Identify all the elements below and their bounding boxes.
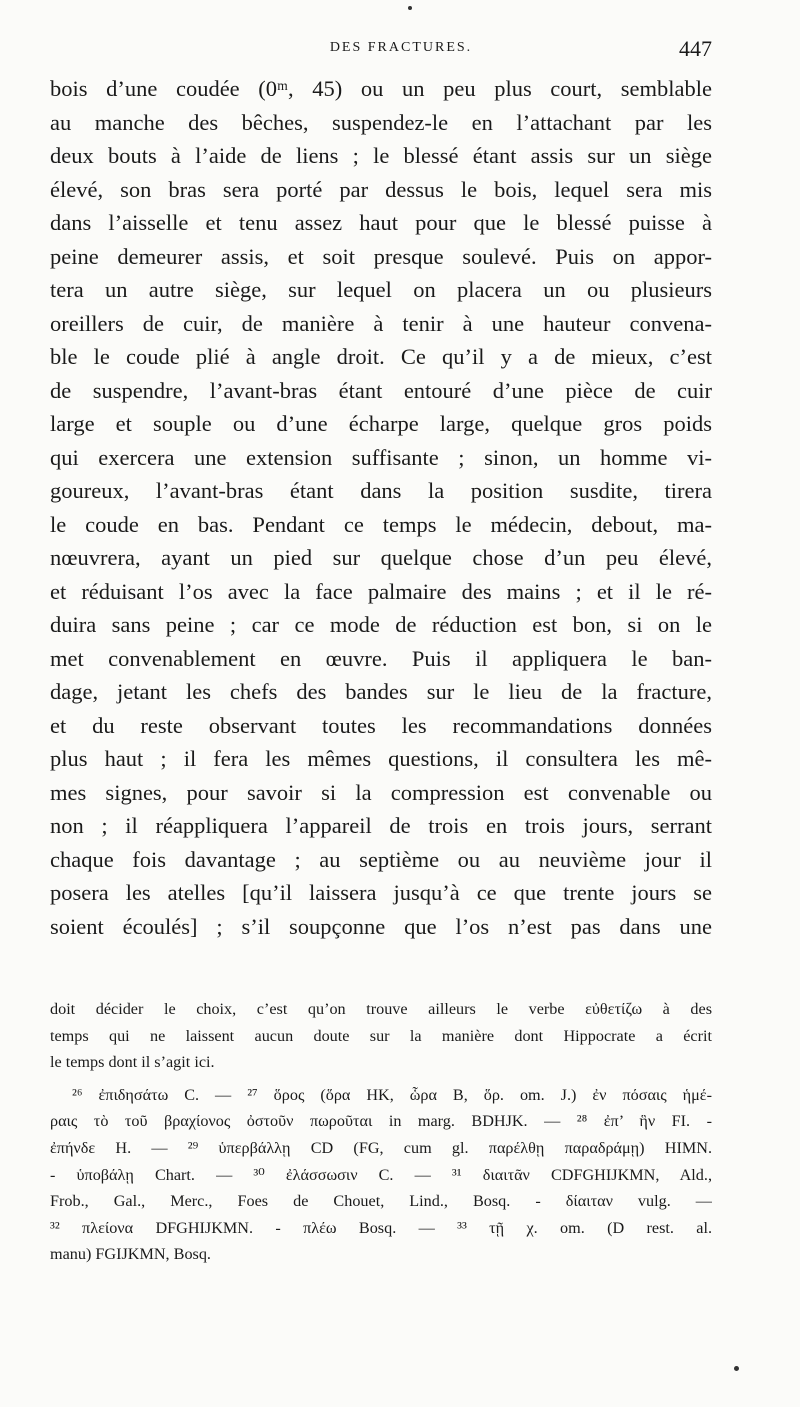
text-line: soient écoulés] ; s’il soupçonne que l’os n’est pas dans une xyxy=(50,913,712,939)
text-line: duira sans peine ; car ce mode de réduction est bon, si on le xyxy=(50,612,712,637)
text-line: le coude en bas. Pendant ce temps le médecin, debout, ma- xyxy=(50,511,712,537)
text-line: qui exercera une extension suffisante ; sinon, un homme vi- xyxy=(50,444,712,470)
text-line: posera les atelles [qu’il laissera jusqu’à ce que trente jours se xyxy=(50,880,712,905)
text-line: bois d’une coudée (0ᵐ, 45) ou un peu plus court, semblable xyxy=(50,76,712,101)
text-line: et du reste observant toutes les recommandations données xyxy=(50,712,712,738)
footnote-line: ²⁶ ἐπιδησάτω C. — ²⁷ ὅρος (ὅρα HK, ὧρα B, ὅρ. om. J.) ἐν πόσαις ἡμέ- xyxy=(72,1085,712,1104)
text-line: et réduisant l’os avec la face palmaire des mains ; et il le ré- xyxy=(50,578,712,604)
text-line: tera un autre siège, sur lequel on placera un ou plusieurs xyxy=(50,277,712,302)
text-line: nœuvrera, ayant un pied sur quelque chose d’un peu élevé, xyxy=(50,545,712,570)
text-line: oreillers de cuir, de manière à tenir à une hauteur convena- xyxy=(50,310,712,336)
page-number: 447 xyxy=(679,36,712,61)
footnote-line: doit décider le choix, c’est qu’on trouve ailleurs le verbe εὐθετίζω à des xyxy=(50,1000,712,1018)
text-line: dans l’aisselle et tenu assez haut pour que le blessé puisse à xyxy=(50,210,712,235)
text-line: mes signes, pour savoir si la compression est convenable ou xyxy=(50,779,712,805)
text-line: ble le coude plié à angle droit. Ce qu’il y a de mieux, c’est xyxy=(50,344,712,369)
footnote-line: temps qui ne laissent aucun doute sur la manière dont Hippocrate a écrit xyxy=(50,1026,712,1045)
footnote-line: ἐπήνδε H. — ²⁹ ὑπερβάλλῃ CD (FG, cum gl. παρέλθῃ παραδράμῃ) HIMN. xyxy=(50,1138,712,1157)
footnote-line: le temps dont il s’agit ici. xyxy=(50,1053,215,1072)
footnote-line: manu) FGIJKMN, Bosq. xyxy=(50,1245,211,1264)
text-line: peine demeurer assis, et soit presque soulevé. Puis on appor- xyxy=(50,243,712,269)
text-line: élevé, son bras sera porté par dessus le bois, lequel sera mis xyxy=(50,176,712,202)
footnotes xyxy=(50,996,712,1268)
footnote-line: - ὑποβάλῃ Chart. — ³⁰ ἐλάσσωσιν C. — ³¹ διαιτᾶν CDFGHIJKMN, Ald., xyxy=(50,1165,712,1184)
running-title: DES FRACTURES. xyxy=(329,40,473,55)
print-speck xyxy=(734,1366,739,1371)
text-line: dage, jetant les chefs des bandes sur le lieu de la fracture, xyxy=(50,679,712,704)
footnote-line: Frob., Gal., Merc., Foes de Chouet, Lind., Bosq. - δίαιταν vulg. — xyxy=(50,1192,712,1211)
main-text xyxy=(50,72,712,943)
page-header xyxy=(50,36,712,66)
text-line: chaque fois davantage ; au septième ou au neuvième jour il xyxy=(50,846,712,872)
text-line: plus haut ; il fera les mêmes questions, il consultera les mê- xyxy=(50,746,712,771)
text-line: goureux, l’avant-bras étant dans la position susdite, tirera xyxy=(50,478,712,503)
text-line: non ; il réappliquera l’appareil de trois en trois jours, serrant xyxy=(50,813,712,838)
text-line: deux bouts à l’aide de liens ; le blessé étant assis sur un siège xyxy=(50,143,712,168)
print-speck xyxy=(408,6,412,10)
text-line: au manche des bêches, suspendez-le en l’attachant par les xyxy=(50,109,712,135)
text-line: large et souple ou d’une écharpe large, quelque gros poids xyxy=(50,411,712,436)
text-line: met convenablement en œuvre. Puis il appliquera le ban- xyxy=(50,645,712,671)
text-line: de suspendre, l’avant-bras étant entouré d’une pièce de cuir xyxy=(50,377,712,403)
footnote-line: ραις τὸ τοῦ βραχίονος ὀστοῦν πωροῦται in marg. BDHJK. — ²⁸ ἐπ’ ἣν FI. - xyxy=(50,1112,712,1131)
footnote-line: ³² πλείονα DFGHIJKMN. - πλέω Bosq. — ³³ τῇ χ. om. (D rest. al. xyxy=(50,1218,712,1237)
